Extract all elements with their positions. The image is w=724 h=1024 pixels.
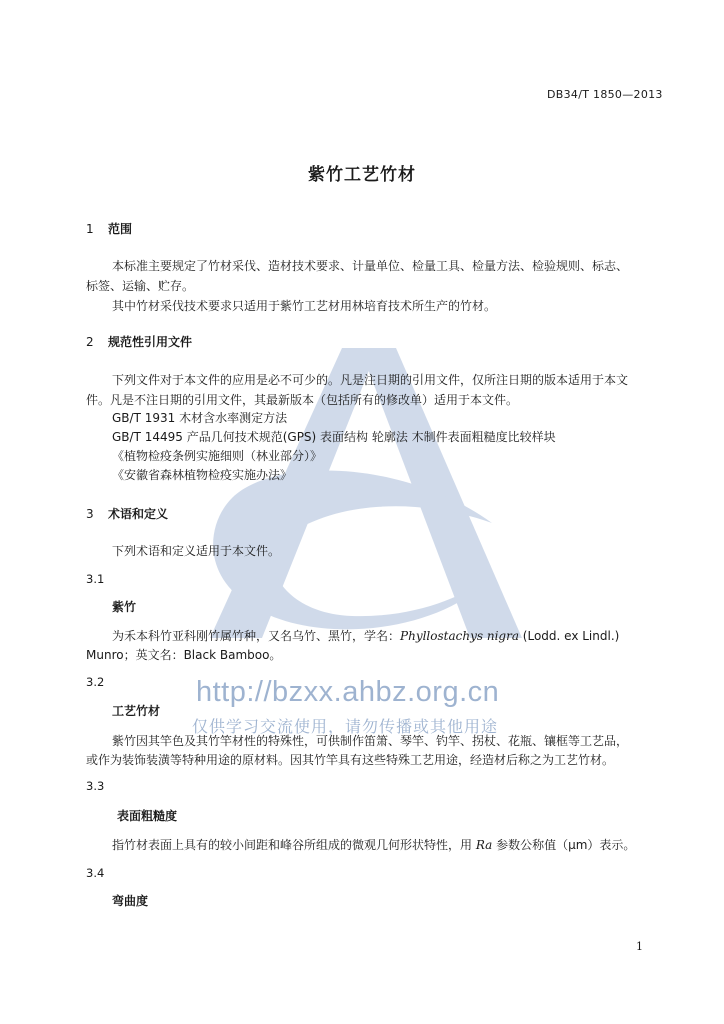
paragraph: 下列术语和定义适用于本文件。 <box>112 544 281 558</box>
page-number: 1 <box>636 940 643 953</box>
section-2-heading <box>86 333 192 350</box>
term-definition <box>112 626 619 646</box>
reference-item: GB/T 14495 产品几何技术规范(GPS) 表面结构 轮廓法 木制件表面粗糙度比较样块 <box>112 430 556 444</box>
section-number: 3 <box>86 507 94 521</box>
clause-number: 3.2 <box>86 675 105 689</box>
definition-text: 参数公称值（μm）表示。 <box>492 838 636 852</box>
section-title: 术语和定义 <box>108 507 169 521</box>
term-definition: Munro；英文名：Black Bamboo。 <box>86 648 282 662</box>
watermark-note: 仅供学习交流使用，请勿传播或其他用途 <box>192 717 499 736</box>
paragraph: 其中竹材采伐技术要求只适用于紫竹工艺材用林培育技术所生产的竹材。 <box>112 299 497 313</box>
section-number: 1 <box>86 222 94 236</box>
standard-code: DB34/T 1850—2013 <box>547 88 663 101</box>
paragraph: 本标准主要规定了竹材采伐、造材技术要求、计量单位、检量工具、检量方法、检验规则、标志、 <box>112 259 629 273</box>
section-number: 2 <box>86 335 94 349</box>
reference-item: GB/T 1931 木材含水率测定方法 <box>112 411 288 425</box>
term-title: 紫竹 <box>112 600 137 614</box>
term-title: 工艺竹材 <box>112 704 161 718</box>
clause-number: 3.1 <box>86 572 105 586</box>
term-definition <box>112 835 635 855</box>
definition-text: 指竹材表面上具有的较小间距和峰谷所组成的微观几何形状特性，用 <box>112 838 476 852</box>
section-title: 规范性引用文件 <box>108 335 193 349</box>
paragraph: 标签、运输、贮存。 <box>86 279 195 293</box>
term-title: 表面粗糙度 <box>117 809 178 823</box>
latin-name: Phyllostachys nigra <box>400 629 519 643</box>
term-definition: 紫竹因其竿色及其竹竿材性的特殊性，可供制作笛箫、琴竿、钓竿、拐杖、花瓶、镶框等工艺品， <box>112 734 629 748</box>
clause-number: 3.3 <box>86 779 105 793</box>
reference-item: 《安徽省森林植物检疫实施办法》 <box>112 468 293 482</box>
definition-text: 为禾本科竹亚科刚竹属竹种，又名乌竹、黑竹，学名： <box>112 629 401 643</box>
paragraph: 下列文件对于本文件的应用是必不可少的。凡是注日期的引用文件，仅所注日期的版本适用于本文 <box>112 373 629 387</box>
document-title: 紫竹工艺竹材 <box>308 165 416 185</box>
section-title: 范围 <box>108 222 133 236</box>
section-3-heading <box>86 505 168 522</box>
section-1-heading <box>86 220 132 237</box>
clause-number: 3.4 <box>86 866 105 880</box>
roughness-symbol: Ra <box>475 838 493 852</box>
term-definition: 或作为装饰装潢等特种用途的原材料。因其竹竿具有这些特殊工艺用途，经造材后称之为工艺竹材。 <box>86 753 615 767</box>
reference-item: 《植物检疫条例实施细则（林业部分）》 <box>112 449 323 463</box>
paragraph: 件。凡是不注日期的引用文件，其最新版本（包括所有的修改单）适用于本文件。 <box>86 393 519 407</box>
definition-text: (Lodd. ex Lindl.) <box>518 629 620 643</box>
watermark-url: http://bzxx.ahbz.org.cn <box>196 676 500 708</box>
term-title: 弯曲度 <box>112 894 149 908</box>
